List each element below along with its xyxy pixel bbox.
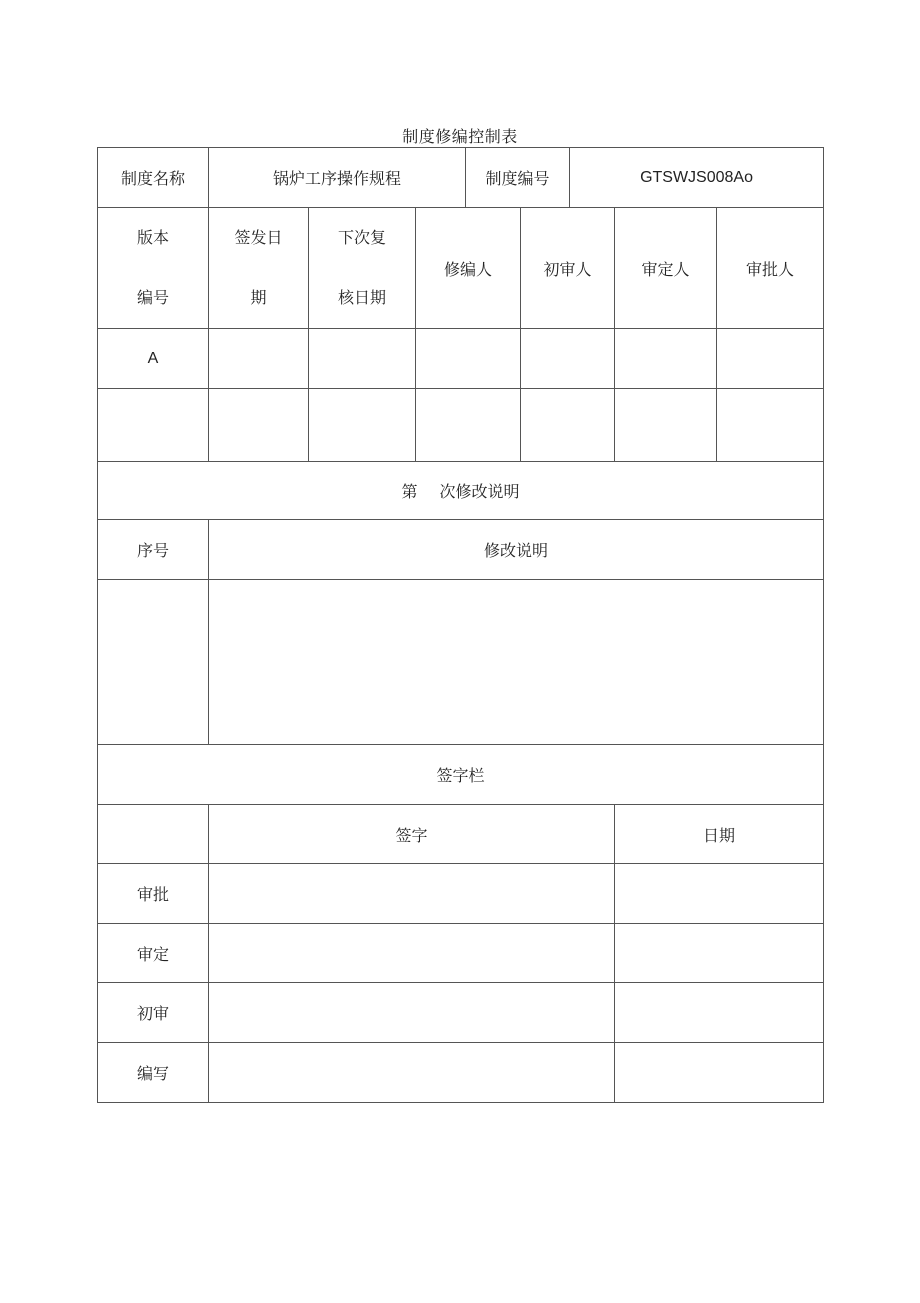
signature-cell <box>209 864 615 924</box>
date-cell <box>615 983 824 1043</box>
revision-heading-row <box>98 462 824 520</box>
col-editor-header: 修编人 <box>416 208 521 329</box>
editor-cell <box>416 329 521 389</box>
signature-row <box>98 924 824 983</box>
signature-row <box>98 864 824 924</box>
verify-cell <box>615 389 717 462</box>
seq-cell <box>98 580 209 745</box>
col-date-header: 日期 <box>615 805 824 864</box>
approve-cell <box>717 329 824 389</box>
issue-date-cell <box>209 329 309 389</box>
next-review-cell <box>309 329 416 389</box>
code-value: GTSWJS008Ao <box>570 148 824 208</box>
signature-row <box>98 983 824 1043</box>
col-approve-header: 审批人 <box>717 208 824 329</box>
role-label: 审定 <box>98 924 209 983</box>
col-signature-header: 签字 <box>209 805 615 864</box>
revision-control-table <box>97 147 824 1103</box>
signature-columns-row <box>98 805 824 864</box>
signature-heading: 签字栏 <box>98 745 824 805</box>
col-issue-date-header: 签发日 期 <box>209 208 309 329</box>
name-value: 锅炉工序操作规程 <box>209 148 466 208</box>
date-cell <box>615 1043 824 1103</box>
signature-cell <box>209 924 615 983</box>
next-review-cell <box>309 389 416 462</box>
document-title: 制度修编控制表 <box>402 127 518 146</box>
code-label: 制度编号 <box>466 148 570 208</box>
verify-cell <box>615 329 717 389</box>
date-cell <box>615 924 824 983</box>
signature-heading-row <box>98 745 824 805</box>
first-review-cell <box>521 389 615 462</box>
issue-date-cell <box>209 389 309 462</box>
version-row <box>98 329 824 389</box>
signature-row <box>98 1043 824 1103</box>
first-review-cell <box>521 329 615 389</box>
role-label: 初审 <box>98 983 209 1043</box>
col-next-review-header: 下次复 核日期 <box>309 208 416 329</box>
version-cell: A <box>98 329 209 389</box>
col-version-header: 版本 编号 <box>98 208 209 329</box>
signature-cell <box>209 983 615 1043</box>
revision-entry-row <box>98 580 824 745</box>
revision-heading: 第 次修改说明 <box>98 462 824 520</box>
description-cell <box>209 580 824 745</box>
revision-columns-row <box>98 520 824 580</box>
role-label: 编写 <box>98 1043 209 1103</box>
date-cell <box>615 864 824 924</box>
signature-cell <box>209 1043 615 1103</box>
editor-cell <box>416 389 521 462</box>
col-verify-header: 审定人 <box>615 208 717 329</box>
name-label: 制度名称 <box>98 148 209 208</box>
version-row <box>98 389 824 462</box>
col-description-header: 修改说明 <box>209 520 824 580</box>
version-header-row <box>98 208 824 329</box>
role-label: 审批 <box>98 864 209 924</box>
col-seq-header: 序号 <box>98 520 209 580</box>
col-first-review-header: 初审人 <box>521 208 615 329</box>
header-row <box>98 148 824 208</box>
approve-cell <box>717 389 824 462</box>
version-cell <box>98 389 209 462</box>
role-header-empty <box>98 805 209 864</box>
